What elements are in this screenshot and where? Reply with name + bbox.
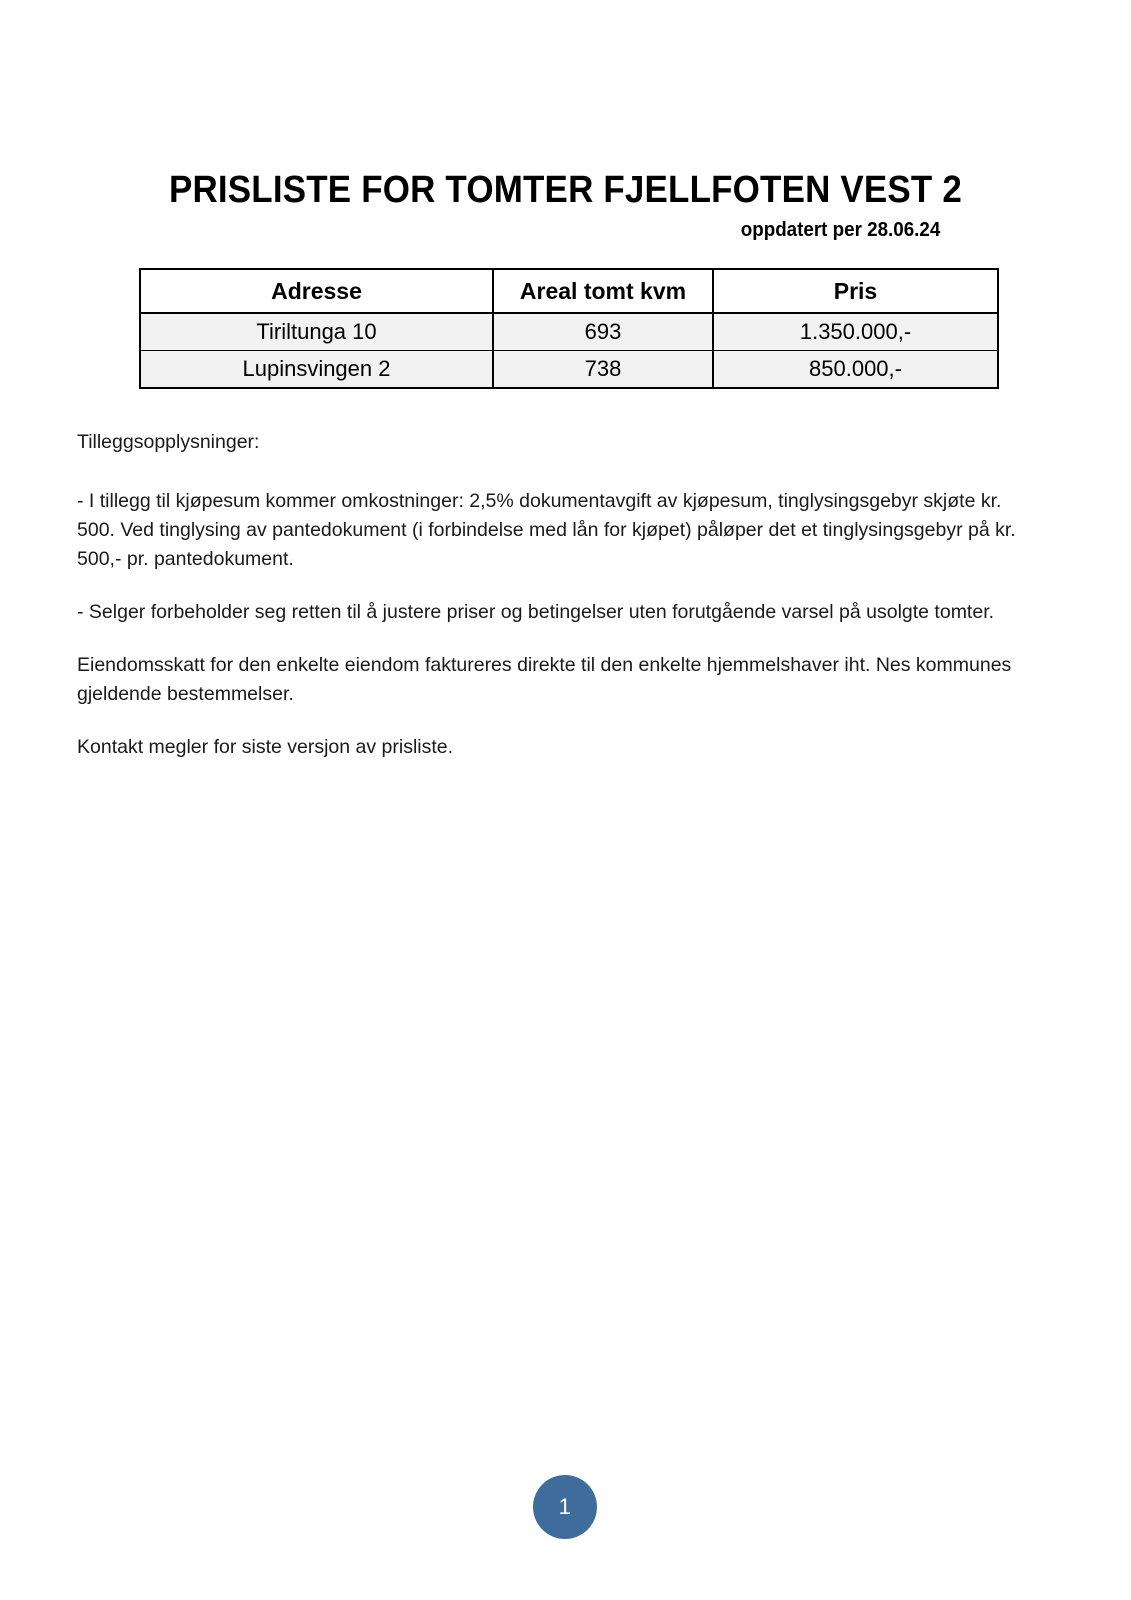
table-row <box>140 351 998 389</box>
column-header-pris: Pris <box>713 269 998 313</box>
notes-paragraph-property-tax: Eiendomsskatt for den enkelte eiendom faktureres direkte til den enkelte hjemmelshaver iht. Nes kommunes gjeldende bestemmelser. <box>77 654 1012 705</box>
column-header-adresse: Adresse <box>140 269 493 313</box>
cell-areal: 693 <box>493 313 713 351</box>
title-block <box>0 168 1131 241</box>
cell-adresse: Lupinsvingen 2 <box>140 351 493 389</box>
notes-paragraph-seller-reservation: - Selger forbeholder seg retten til å justere priser og betingelser uten forutgående varsel på usolgte tomter. <box>77 601 995 623</box>
page-number-value: 1 <box>558 1494 572 1519</box>
page-title: PRISLISTE FOR TOMTER FJELLFOTEN VEST 2 <box>168 169 963 211</box>
document-subtitle: oppdatert per 28.06.24 <box>740 219 940 241</box>
table-row <box>140 313 998 351</box>
table-header-row <box>140 269 998 313</box>
price-table-head <box>140 269 998 313</box>
cell-pris: 1.350.000,- <box>713 313 998 351</box>
page-number-badge <box>533 1475 597 1539</box>
cell-adresse: Tiriltunga 10 <box>140 313 493 351</box>
notes-heading: Tilleggsopplysninger: <box>77 431 260 453</box>
additional-information-section <box>77 428 1025 788</box>
price-table-container <box>139 268 997 389</box>
price-table-body <box>140 313 998 388</box>
notes-paragraph-costs: - I tillegg til kjøpesum kommer omkostninger: 2,5% dokumentavgift av kjøpesum, tinglysingsgebyr skjøte kr. 500. Ved tinglysing av pantedokument (i forbindelse med lån for kjøpet) påløper det et tinglysingsgebyr på kr. 500,- pr. pantedokument. <box>77 490 1016 570</box>
price-table <box>139 268 999 389</box>
cell-pris: 850.000,- <box>713 351 998 389</box>
notes-paragraph-contact-broker: Kontakt megler for siste versjon av prisliste. <box>77 736 454 758</box>
column-header-areal: Areal tomt kvm <box>493 269 713 313</box>
cell-areal: 738 <box>493 351 713 389</box>
